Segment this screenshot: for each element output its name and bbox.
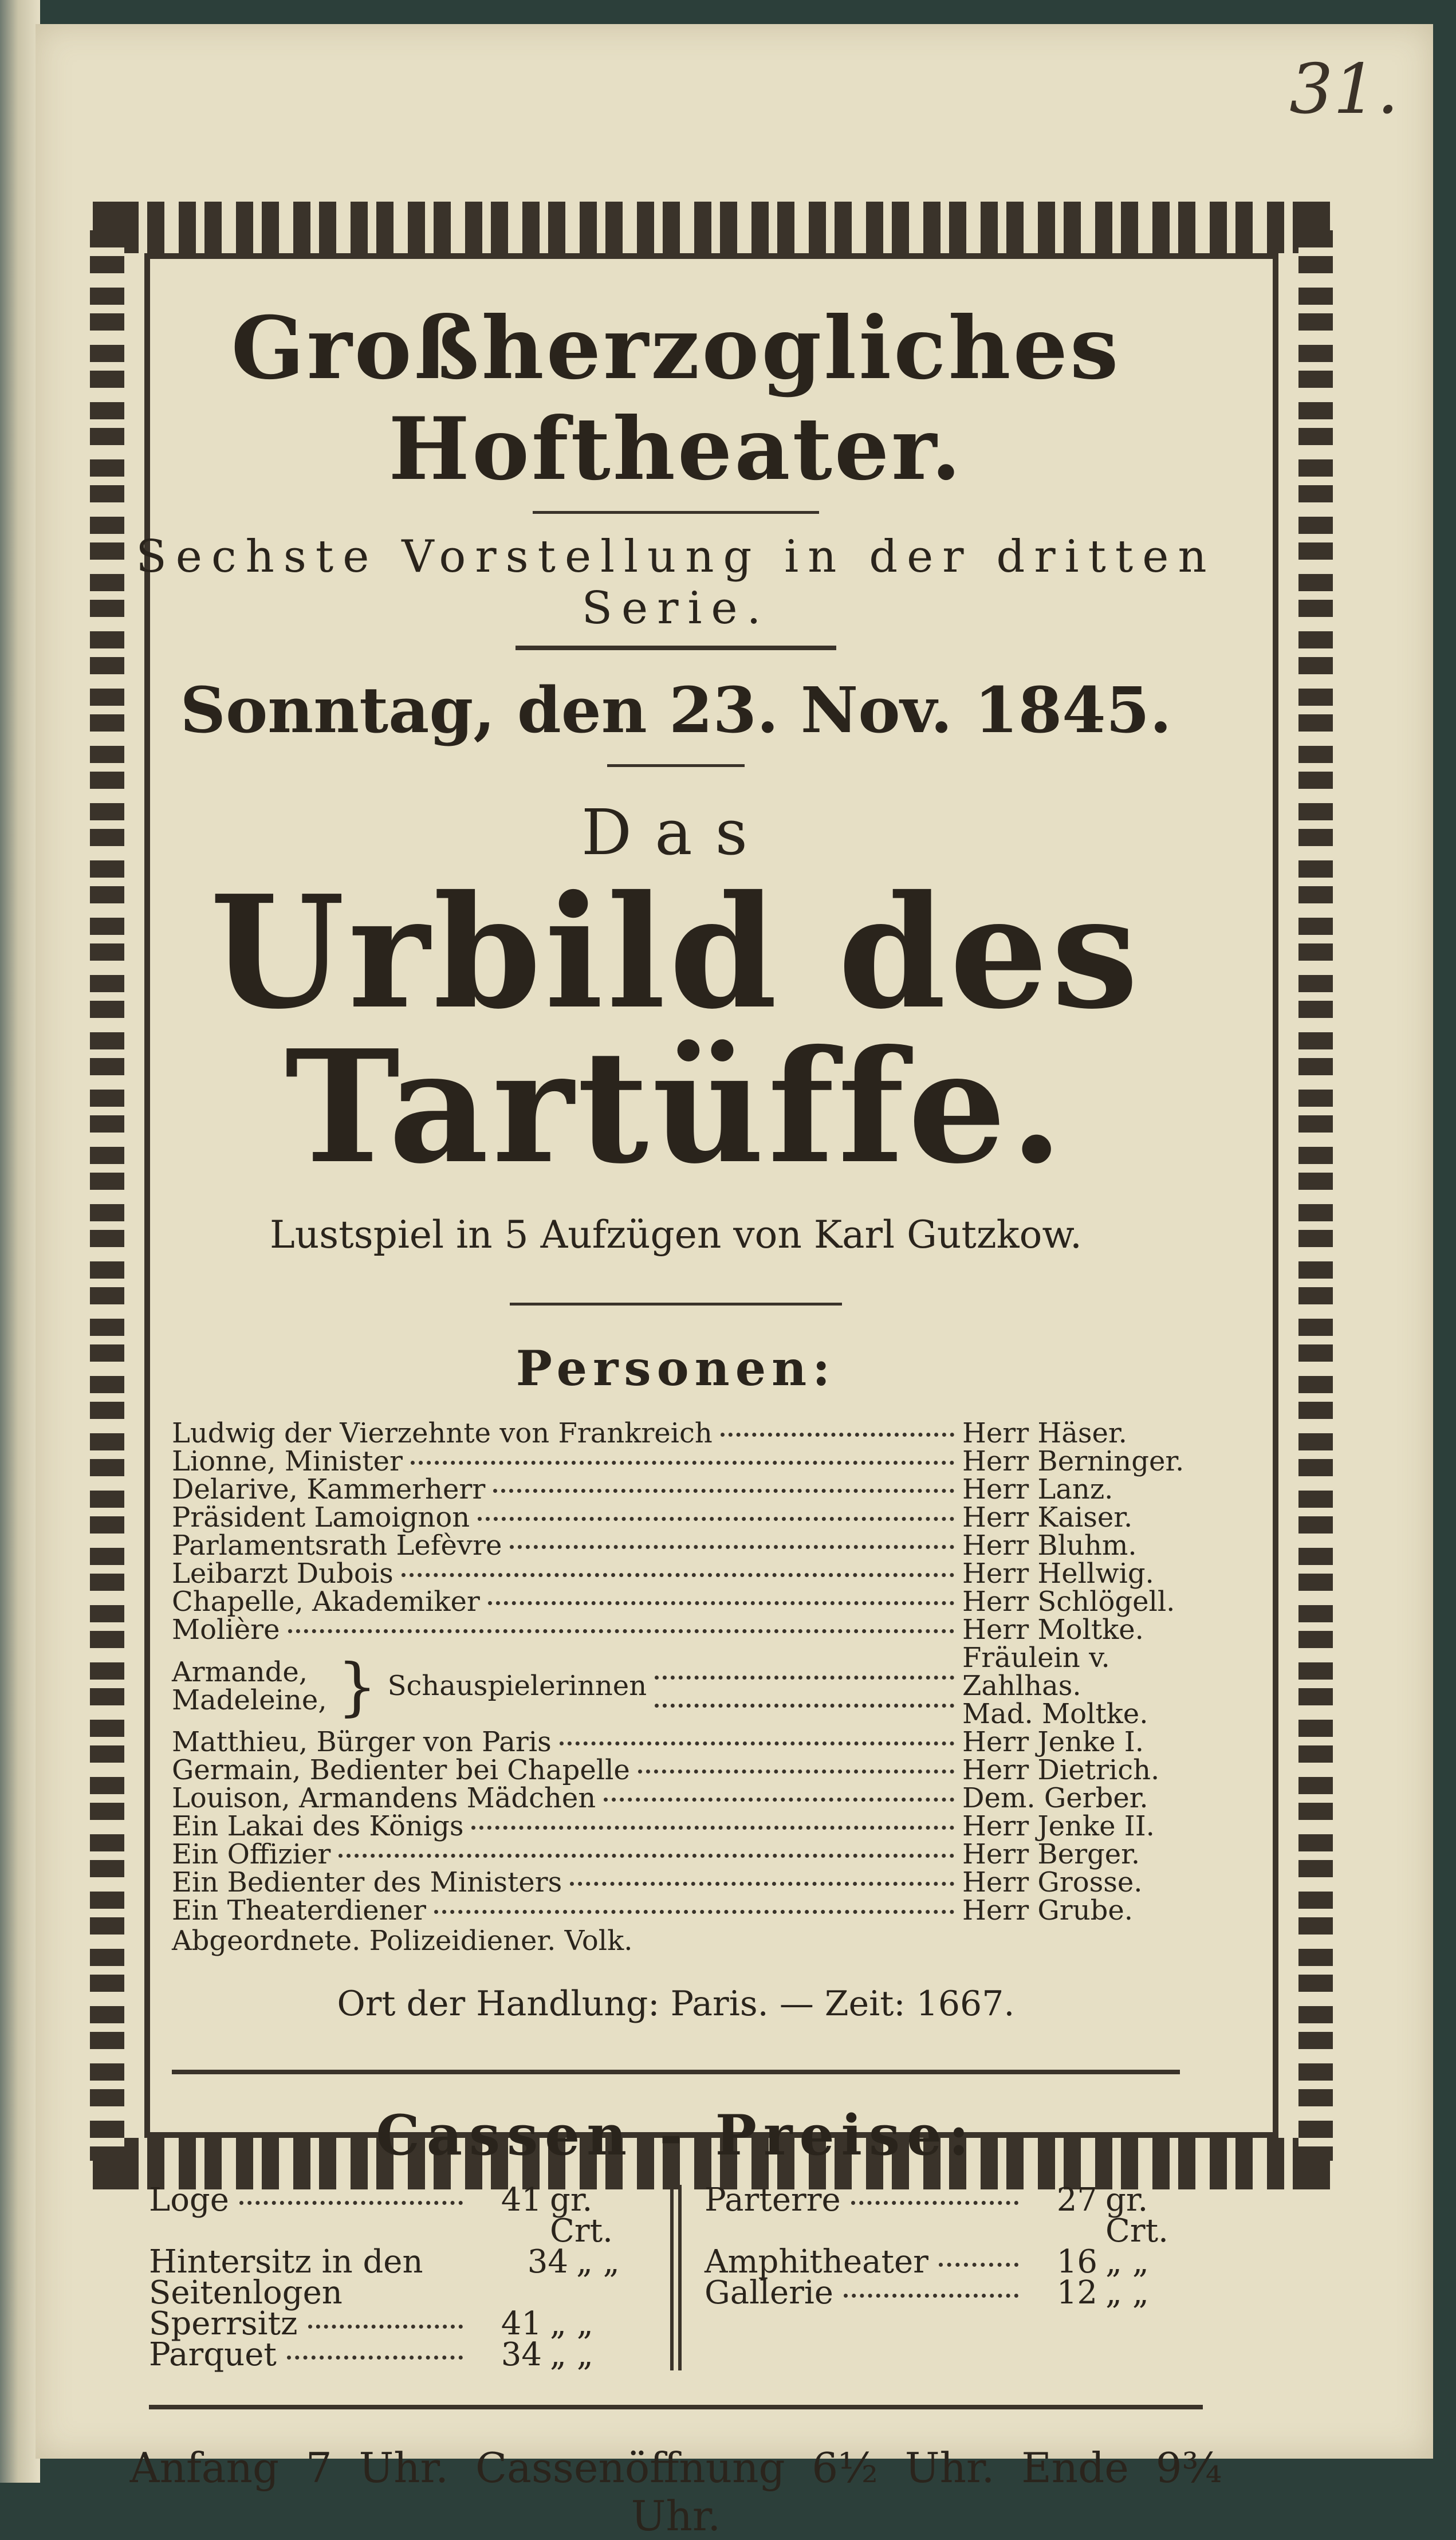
theatre-title: Großherzogliches Hoftheater.: [231, 298, 1121, 500]
page-number: 31.: [1289, 50, 1399, 129]
cast-role: Leibarzt Dubois: [172, 1558, 393, 1590]
price-unit: „ „: [576, 2243, 620, 2281]
cast-role: Ludwig der Vierzehnte von Frankreich: [172, 1417, 713, 1449]
cast-role: Chapelle, Akademiker: [172, 1586, 480, 1618]
price-unit: gr. Crt.: [1105, 2181, 1168, 2250]
cast-list: [172, 1417, 1185, 1957]
leader-dots: [411, 1461, 954, 1465]
cast-actor: Herr Jenke I.: [962, 1726, 1144, 1758]
price-value: 12: [1056, 2274, 1097, 2311]
cast-actor: Herr Kaiser.: [962, 1501, 1133, 1534]
cast-role: Parlamentsrath Lefèvre: [172, 1529, 502, 1562]
cast-role: Präsident Lamoignon: [172, 1501, 470, 1534]
playbill-content: [126, 258, 1226, 2540]
cast-group-description: Schauspielerinnen: [387, 1670, 647, 1702]
cast-row: [172, 1501, 1180, 1534]
leader-dots: [851, 2201, 1018, 2205]
price-unit: „ „: [550, 2305, 593, 2342]
cast-row: [172, 1529, 1180, 1562]
cast-role: Ein Bedienter des Ministers: [172, 1866, 562, 1898]
cast-role: Ein Lakai des Königs: [172, 1810, 464, 1842]
price-row: [705, 2243, 1203, 2281]
leader-dots: [288, 1629, 954, 1633]
seat-category: Parquet: [149, 2336, 277, 2373]
cast-heading: Personen:: [515, 1340, 836, 1397]
cast-role: Armande,: [172, 1656, 308, 1688]
leader-dots: [488, 1601, 954, 1605]
play-article: Das: [581, 796, 771, 869]
divider: [149, 2405, 1203, 2409]
cast-role: Louison, Armandens Mädchen: [172, 1782, 596, 1814]
cast-actor: Fräulein v. Zahlhas.: [962, 1642, 1110, 1702]
performance-series: Sechste Vorstellung in der dritten Serie.: [136, 531, 1216, 634]
price-unit: „ „: [1105, 2243, 1149, 2281]
price-table: [149, 2181, 1203, 2373]
cast-role: Ein Offizier: [172, 1838, 331, 1870]
place-and-time: Ort der Handlung: Paris. — Zeit: 1667.: [337, 1984, 1015, 2024]
cast-row: [172, 1616, 1180, 1644]
leader-dots: [939, 2263, 1018, 2267]
leader-dots: [308, 2325, 463, 2329]
price-column-divider: [670, 2185, 682, 2370]
cast-group-actresses: [172, 1644, 1180, 1728]
price-value: 34: [501, 2336, 542, 2373]
price-row: [149, 2181, 647, 2250]
price-row: [149, 2305, 647, 2342]
border-right-ornament: [1298, 230, 1333, 2161]
price-row: [705, 2274, 1203, 2311]
seat-category: Hintersitz in den Seitenlogen: [149, 2243, 423, 2311]
cast-actor: Mad. Moltke.: [962, 1698, 1148, 1730]
price-value: 41: [501, 2305, 542, 2342]
seat-category: Gallerie: [705, 2274, 833, 2311]
seat-category: Sperrsitz: [149, 2305, 298, 2342]
leader-dots: [434, 1910, 954, 1914]
divider: [515, 646, 836, 650]
performance-date: Sonntag, den 23. Nov. 1845.: [180, 673, 1172, 747]
price-unit: „ „: [550, 2336, 593, 2373]
cast-role: Molière: [172, 1614, 280, 1646]
leader-dots: [287, 2356, 463, 2360]
leader-dots: [471, 1826, 954, 1830]
price-value: 34: [527, 2243, 568, 2281]
price-unit: „ „: [1105, 2274, 1149, 2311]
price-column-left: [149, 2181, 647, 2373]
divider: [533, 511, 819, 514]
cast-role: Madeleine,: [172, 1684, 327, 1716]
cast-actor: Herr Grosse.: [962, 1866, 1143, 1898]
cast-role: Delarive, Kammerherr: [172, 1473, 486, 1505]
cast-role: Ein Theaterdiener: [172, 1894, 426, 1926]
price-value: 16: [1056, 2243, 1097, 2281]
cast-row: [172, 1838, 1180, 1870]
cast-row: [172, 1560, 1180, 1588]
border-top-ornament: [121, 202, 1301, 253]
cast-role: Lionne, Minister: [172, 1445, 403, 1477]
cast-actor: Herr Lanz.: [962, 1473, 1113, 1505]
leader-dots: [604, 1798, 954, 1802]
cast-actor: Herr Dietrich.: [962, 1754, 1160, 1786]
cast-actor: Herr Häser.: [962, 1417, 1127, 1449]
price-value: 41: [501, 2181, 542, 2219]
leader-dots: [844, 2294, 1018, 2298]
cast-row: [172, 1588, 1180, 1616]
cast-actor: Herr Hellwig.: [962, 1558, 1154, 1590]
cast-row: [172, 1417, 1180, 1449]
cast-row: [172, 1756, 1180, 1784]
leader-dots: [638, 1770, 954, 1774]
seat-category: Parterre: [705, 2181, 841, 2219]
leader-dots: [493, 1489, 954, 1493]
seat-category: Amphitheater: [705, 2243, 928, 2281]
divider: [172, 2070, 1180, 2074]
play-title: Urbild des Tartüffe.: [210, 861, 1142, 1198]
cast-row: [172, 1728, 1180, 1756]
leader-dots: [510, 1545, 954, 1549]
cast-row: [172, 1812, 1180, 1841]
leader-dots: [339, 1854, 954, 1858]
cast-actor: Herr Schlögell.: [962, 1586, 1175, 1618]
cast-extras: Abgeordnete. Polizeidiener. Volk.: [172, 1925, 633, 1957]
price-unit: gr. Crt.: [550, 2181, 613, 2250]
leader-dots: [478, 1517, 954, 1521]
cast-row: [172, 1784, 1180, 1812]
book-spine: [0, 0, 40, 2483]
cast-actor: Herr Bluhm.: [962, 1529, 1137, 1562]
price-column-right: [705, 2181, 1203, 2370]
leader-dots: [655, 1658, 954, 1715]
cast-row: [172, 1866, 1180, 1898]
brace-glyph: }: [337, 1649, 377, 1723]
divider: [607, 764, 745, 767]
cast-actor: Herr Moltke.: [962, 1614, 1144, 1646]
leader-dots: [721, 1433, 954, 1437]
performance-times: Anfang 7 Uhr. Cassenöffnung 6½ Uhr. Ende 9¾ Uhr.: [129, 2444, 1222, 2540]
cast-row: [172, 1445, 1185, 1477]
price-row: [149, 2336, 647, 2373]
border-left-ornament: [90, 230, 124, 2161]
leader-dots: [402, 1573, 954, 1577]
divider: [510, 1303, 842, 1306]
price-row: [705, 2181, 1203, 2250]
prices-heading: Cassen - Preise:: [376, 2103, 976, 2168]
cast-row: [172, 1894, 1180, 1926]
leader-dots: [239, 2201, 463, 2205]
cast-actor: Dem. Gerber.: [962, 1782, 1148, 1814]
cast-actor: Herr Jenke II.: [962, 1810, 1155, 1842]
cast-role: Matthieu, Bürger von Paris: [172, 1726, 552, 1758]
cast-actor: Herr Grube.: [962, 1894, 1134, 1926]
price-value: 27: [1056, 2181, 1097, 2219]
price-row: [149, 2243, 647, 2311]
play-subtitle: Lustspiel in 5 Aufzügen von Karl Gutzkow.: [269, 1213, 1083, 1257]
leader-dots: [570, 1882, 954, 1886]
cast-role: Germain, Bedienter bei Chapelle: [172, 1754, 630, 1786]
seat-category: Loge: [149, 2181, 229, 2219]
leader-dots: [560, 1741, 954, 1745]
cast-row: [172, 1473, 1180, 1505]
cast-actor: Herr Berger.: [962, 1838, 1140, 1870]
cast-actor: Herr Berninger.: [962, 1445, 1185, 1477]
